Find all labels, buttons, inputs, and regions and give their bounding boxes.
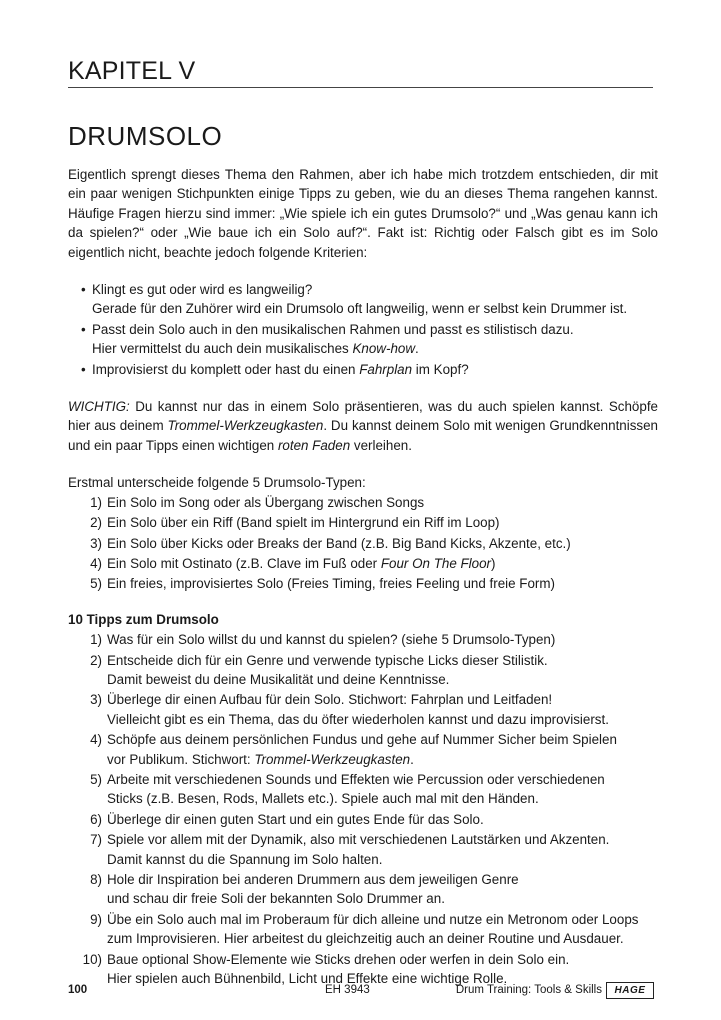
list-item: 4) Schöpfe aus deinem persönlichen Fundus und gehe auf Nummer Sicher beim Spielen vor Publikum. Stichwort: Trommel-Werkzeugkasten. bbox=[90, 732, 617, 767]
list-item: 3) Ein Solo über Kicks oder Breaks der Band (z.B. Big Band Kicks, Akzente, etc.) bbox=[90, 535, 571, 551]
solo-types-list bbox=[68, 493, 658, 594]
list-item: • Passt dein Solo auch in den musikalischen Rahmen und passt es stilistisch dazu. Hier vermittelst du auch dein musikalisches Know-how. bbox=[92, 320, 658, 359]
book-title: Drum Training: Tools & Skills bbox=[455, 984, 602, 996]
types-intro: Erstmal unterscheide folgende 5 Drumsolo-Typen: bbox=[68, 475, 366, 491]
list-item: 8) Hole dir Inspiration bei anderen Drummern aus dem jeweiligen Genre und schau dir freie Soli der bekannten Solo Drummer an. bbox=[90, 872, 519, 907]
list-item: 3) Überlege dir einen Aufbau für dein Solo. Stichwort: Fahrplan und Leitfaden! Vielleicht gibt es ein Thema, das du öfter wiederholen kannst und dazu improvisierst. bbox=[90, 692, 609, 727]
list-item: • Improvisierst du komplett oder hast du einen Fahrplan im Kopf? bbox=[92, 360, 658, 379]
tips-list bbox=[68, 630, 658, 988]
list-item: 4) Ein Solo mit Ostinato (z.B. Clave im Fuß oder Four On The Floor) bbox=[90, 555, 496, 571]
publisher-logo: HAGE bbox=[606, 982, 654, 999]
list-item: 6) Überlege dir einen guten Start und ein gutes Ende für das Solo. bbox=[90, 811, 484, 827]
intro-paragraph: Eigentlich sprengt dieses Thema den Rahmen, aber ich habe mich trotzdem entschieden, dir mit ein paar wenigen Stichpunkten einige Tipps zu geben, wie du an dieses Thema rangehen kannst. Häufige Fragen hierzu sind immer: „Wie spiele ich ein gutes Drumsolo?“ und „Was genau kann ich da spielen?“ oder „Wie baue ich ein Solo auf?“. Fakt ist: Richtig oder Falsch gibt es im Solo eigentlich nicht, beachte jedoch folgende Kriterien: bbox=[68, 167, 658, 260]
page-title: DRUMSOLO bbox=[68, 121, 223, 151]
criteria-list bbox=[68, 280, 658, 379]
chapter-heading: KAPITEL V bbox=[68, 55, 653, 88]
list-item: 7) Spiele vor allem mit der Dynamik, also mit verschiedenen Lautstärken und Akzenten. Damit kannst du die Spannung im Solo halten. bbox=[90, 832, 610, 867]
tips-heading: 10 Tipps zum Drumsolo bbox=[68, 611, 219, 627]
list-item: 1) Was für ein Solo willst du und kannst du spielen? (siehe 5 Drumsolo-Typen) bbox=[90, 632, 556, 648]
list-item: 5) Ein freies, improvisiertes Solo (Freies Timing, freies Feeling und freie Form) bbox=[90, 576, 555, 592]
page-number: 100 bbox=[68, 984, 88, 996]
edition-code: EH 3943 bbox=[325, 984, 370, 996]
page-footer bbox=[68, 984, 654, 1000]
list-item: 1) Ein Solo im Song oder als Übergang zwischen Songs bbox=[90, 494, 425, 510]
list-item: 9) Übe ein Solo auch mal im Proberaum für dich alleine und nutze ein Metronom oder Loops zum Improvisieren. Hier arbeitest du gleichzeitig auch an deiner Routine und Ausdauer. bbox=[90, 911, 639, 947]
list-item: 2) Entscheide dich für ein Genre und verwende typische Licks dieser Stilistik. Damit beweist du deine Musikalität und deine Kenntnisse. bbox=[90, 652, 548, 687]
wichtig-paragraph: WICHTIG: Du kannst nur das in einem Solo präsentieren, was du auch spielen kannst. Schöpfe hier aus deinem Trommel-Werkzeugkasten. Du kannst deinem Solo mit wenigen Grundkenntnissen und ein paar Tipps einen wichtigen roten Faden verleihen. bbox=[68, 399, 659, 453]
list-item: 2) Ein Solo über ein Riff (Band spielt im Hintergrund ein Riff im Loop) bbox=[90, 515, 500, 531]
list-item: • Klingt es gut oder wird es langweilig? Gerade für den Zuhörer wird ein Drumsolo oft langweilig, wenn er selbst kein Drummer ist. bbox=[92, 280, 658, 319]
list-item: 5) Arbeite mit verschiedenen Sounds und Effekten wie Percussion oder verschiedenen Sticks (z.B. Besen, Rods, Mallets etc.). Spiele auch mal mit den Händen. bbox=[90, 771, 605, 807]
main-content bbox=[68, 165, 658, 989]
list-item: 10) Baue optional Show-Elemente wie Sticks drehen oder werfen in dein Solo ein. Hier spielen auch Bühnenbild, Licht und Effekte eine wichtige Rolle. bbox=[82, 951, 570, 987]
